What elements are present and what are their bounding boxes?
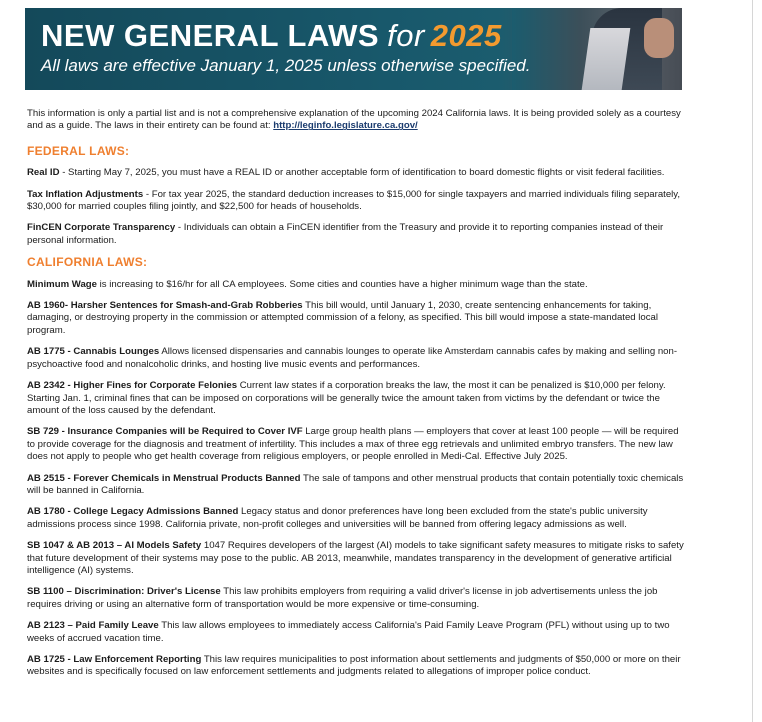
law-title: AB 1780 - College Legacy Admissions Banned [27, 506, 239, 518]
intro-text: This information is only a partial list and is not a comprehensive explanation of the upcoming 2024 California laws. It is being provided solely as a courtesy and as a guide. The laws in their entirety can be found at: [27, 108, 681, 132]
banner-title [41, 18, 502, 54]
law-title: Minimum Wage [27, 278, 97, 290]
banner-title-year: 2025 [430, 18, 502, 53]
banner-photo [512, 8, 682, 90]
header-banner [25, 8, 682, 90]
law-text: This law allows employees to immediately access California's Paid Family Leave Program (PFL) without using up to two weeks of accrued vacation time. [27, 620, 670, 644]
federal-laws-heading: FEDERAL LAWS: [27, 143, 130, 158]
legislature-link[interactable]: http://leginfo.legislature.ca.gov/ [273, 120, 418, 132]
document-body [27, 108, 687, 688]
law-title: SB 729 - Insurance Companies will be Required to Cover IVF [27, 426, 303, 438]
law-text: - Individuals can obtain a FinCEN identifier from the Treasury and provide it to reporting companies instead of their personal information. [27, 222, 664, 246]
law-text: - For tax year 2025, the standard deduction increases to $15,000 for single taxpayers and married individuals filing separately, $30,000 for married couples filing jointly, and $22,500 for heads of households. [27, 188, 681, 213]
law-text: Current law states if a corporation breaks the law, the most it can be penalized is $10,000 per felony. Starting Jan. 1, criminal fines that can be imposed on corporations will be generally twice the amount taken from victims by the defendant or twice the amount of the loss caused by the defendant. [27, 380, 666, 416]
law-item [27, 167, 687, 179]
law-title: AB 2123 – Paid Family Leave [27, 620, 159, 632]
page-border [752, 0, 753, 722]
law-title: AB 1775 - Cannabis Lounges [27, 346, 160, 358]
banner-title-main: NEW GENERAL LAWS [41, 18, 380, 53]
law-text: Allows licensed dispensaries and cannabis lounges to operate like Amsterdam cannabis cafes by making and selling non-psychoactive food and nonalcoholic drinks, and hosting live music events and performances. [27, 346, 678, 370]
banner-title-for: for [387, 18, 425, 53]
law-title: Tax Inflation Adjustments [27, 188, 144, 200]
law-item [27, 654, 687, 679]
law-text: The sale of tampons and other menstrual products that contain potentially toxic chemicals will be banned in California. [27, 472, 684, 496]
law-item [27, 506, 687, 531]
banner-subtitle: All laws are effective January 1, 2025 unless otherwise specified. [41, 56, 531, 75]
law-item [27, 189, 687, 214]
law-item [27, 300, 687, 337]
banner-photo-hand [644, 18, 674, 58]
law-text: 1047 Requires developers of the largest (AI) models to take significant safety measures to mitigate risks to safety that future development of their systems may pose to the public. AB 2013, meanwhile, mandates transparency in the development of generative artificial intelligence (AI) systems. [27, 540, 684, 576]
law-item [27, 586, 687, 611]
law-title: FinCEN Corporate Transparency [27, 222, 176, 234]
intro-paragraph [27, 108, 687, 133]
law-text: This law requires municipalities to post information about settlements and judgments of $50,000 or more on their websites and is specifically focused on law enforcement settlements and judgments related to allegations of improper police conduct. [27, 654, 681, 678]
law-item [27, 346, 687, 371]
law-text: is increasing to $16/hr for all CA employees. Some cities and counties have a higher minimum wage than the state. [97, 278, 588, 290]
law-text: Legacy status and donor preferences have long been excluded from the state's public university admissions process since 1998. California private, non-profit colleges and universities will be banned from offering legacy admissions as well. [27, 506, 648, 530]
law-text: Large group health plans — employers that cover at least 100 people — will be required to provide coverage for the diagnosis and treatment of infertility. This includes a max of three egg retrievals and unlimited embryo transfers. The new law does not apply to people who get health coverage from religious employers, or people enrolled in Medi-Cal. Effective July 2025. [27, 426, 679, 463]
law-text: This bill would, until January 1, 2030, create sentencing enhancements for taking, damaging, or destroying property in the commission or attempted commission of a felony, as specified. This bill would impose a state-mandated local program. [27, 300, 659, 336]
law-item [27, 426, 687, 463]
law-title: AB 2342 - Higher Fines for Corporate Felonies [27, 380, 238, 392]
law-item [27, 222, 687, 247]
law-item [27, 473, 687, 498]
law-title: AB 2515 - Forever Chemicals in Menstrual Products Banned [27, 472, 301, 484]
law-title: AB 1960- Harsher Sentences for Smash-and-Grab Robberies [27, 300, 303, 312]
law-title: Real ID [27, 167, 60, 179]
law-text: - Starting May 7, 2025, you must have a REAL ID or another acceptable form of identification to board domestic flights or visit federal facilities. [59, 167, 665, 179]
law-item [27, 380, 687, 417]
law-item [27, 540, 687, 577]
law-item [27, 620, 687, 645]
law-title: SB 1100 – Discrimination: Driver's License [27, 586, 221, 598]
california-laws-heading: CALIFORNIA LAWS: [27, 255, 148, 270]
law-title: AB 1725 - Law Enforcement Reporting [27, 654, 202, 665]
law-item [27, 279, 687, 291]
law-text: This law prohibits employers from requiring a valid driver's license in job advertisements unless the job requires driving or using an alternative form of transportation would be more expensive or time-consuming. [27, 586, 658, 610]
law-title: SB 1047 & AB 2013 – AI Models Safety [27, 540, 202, 552]
